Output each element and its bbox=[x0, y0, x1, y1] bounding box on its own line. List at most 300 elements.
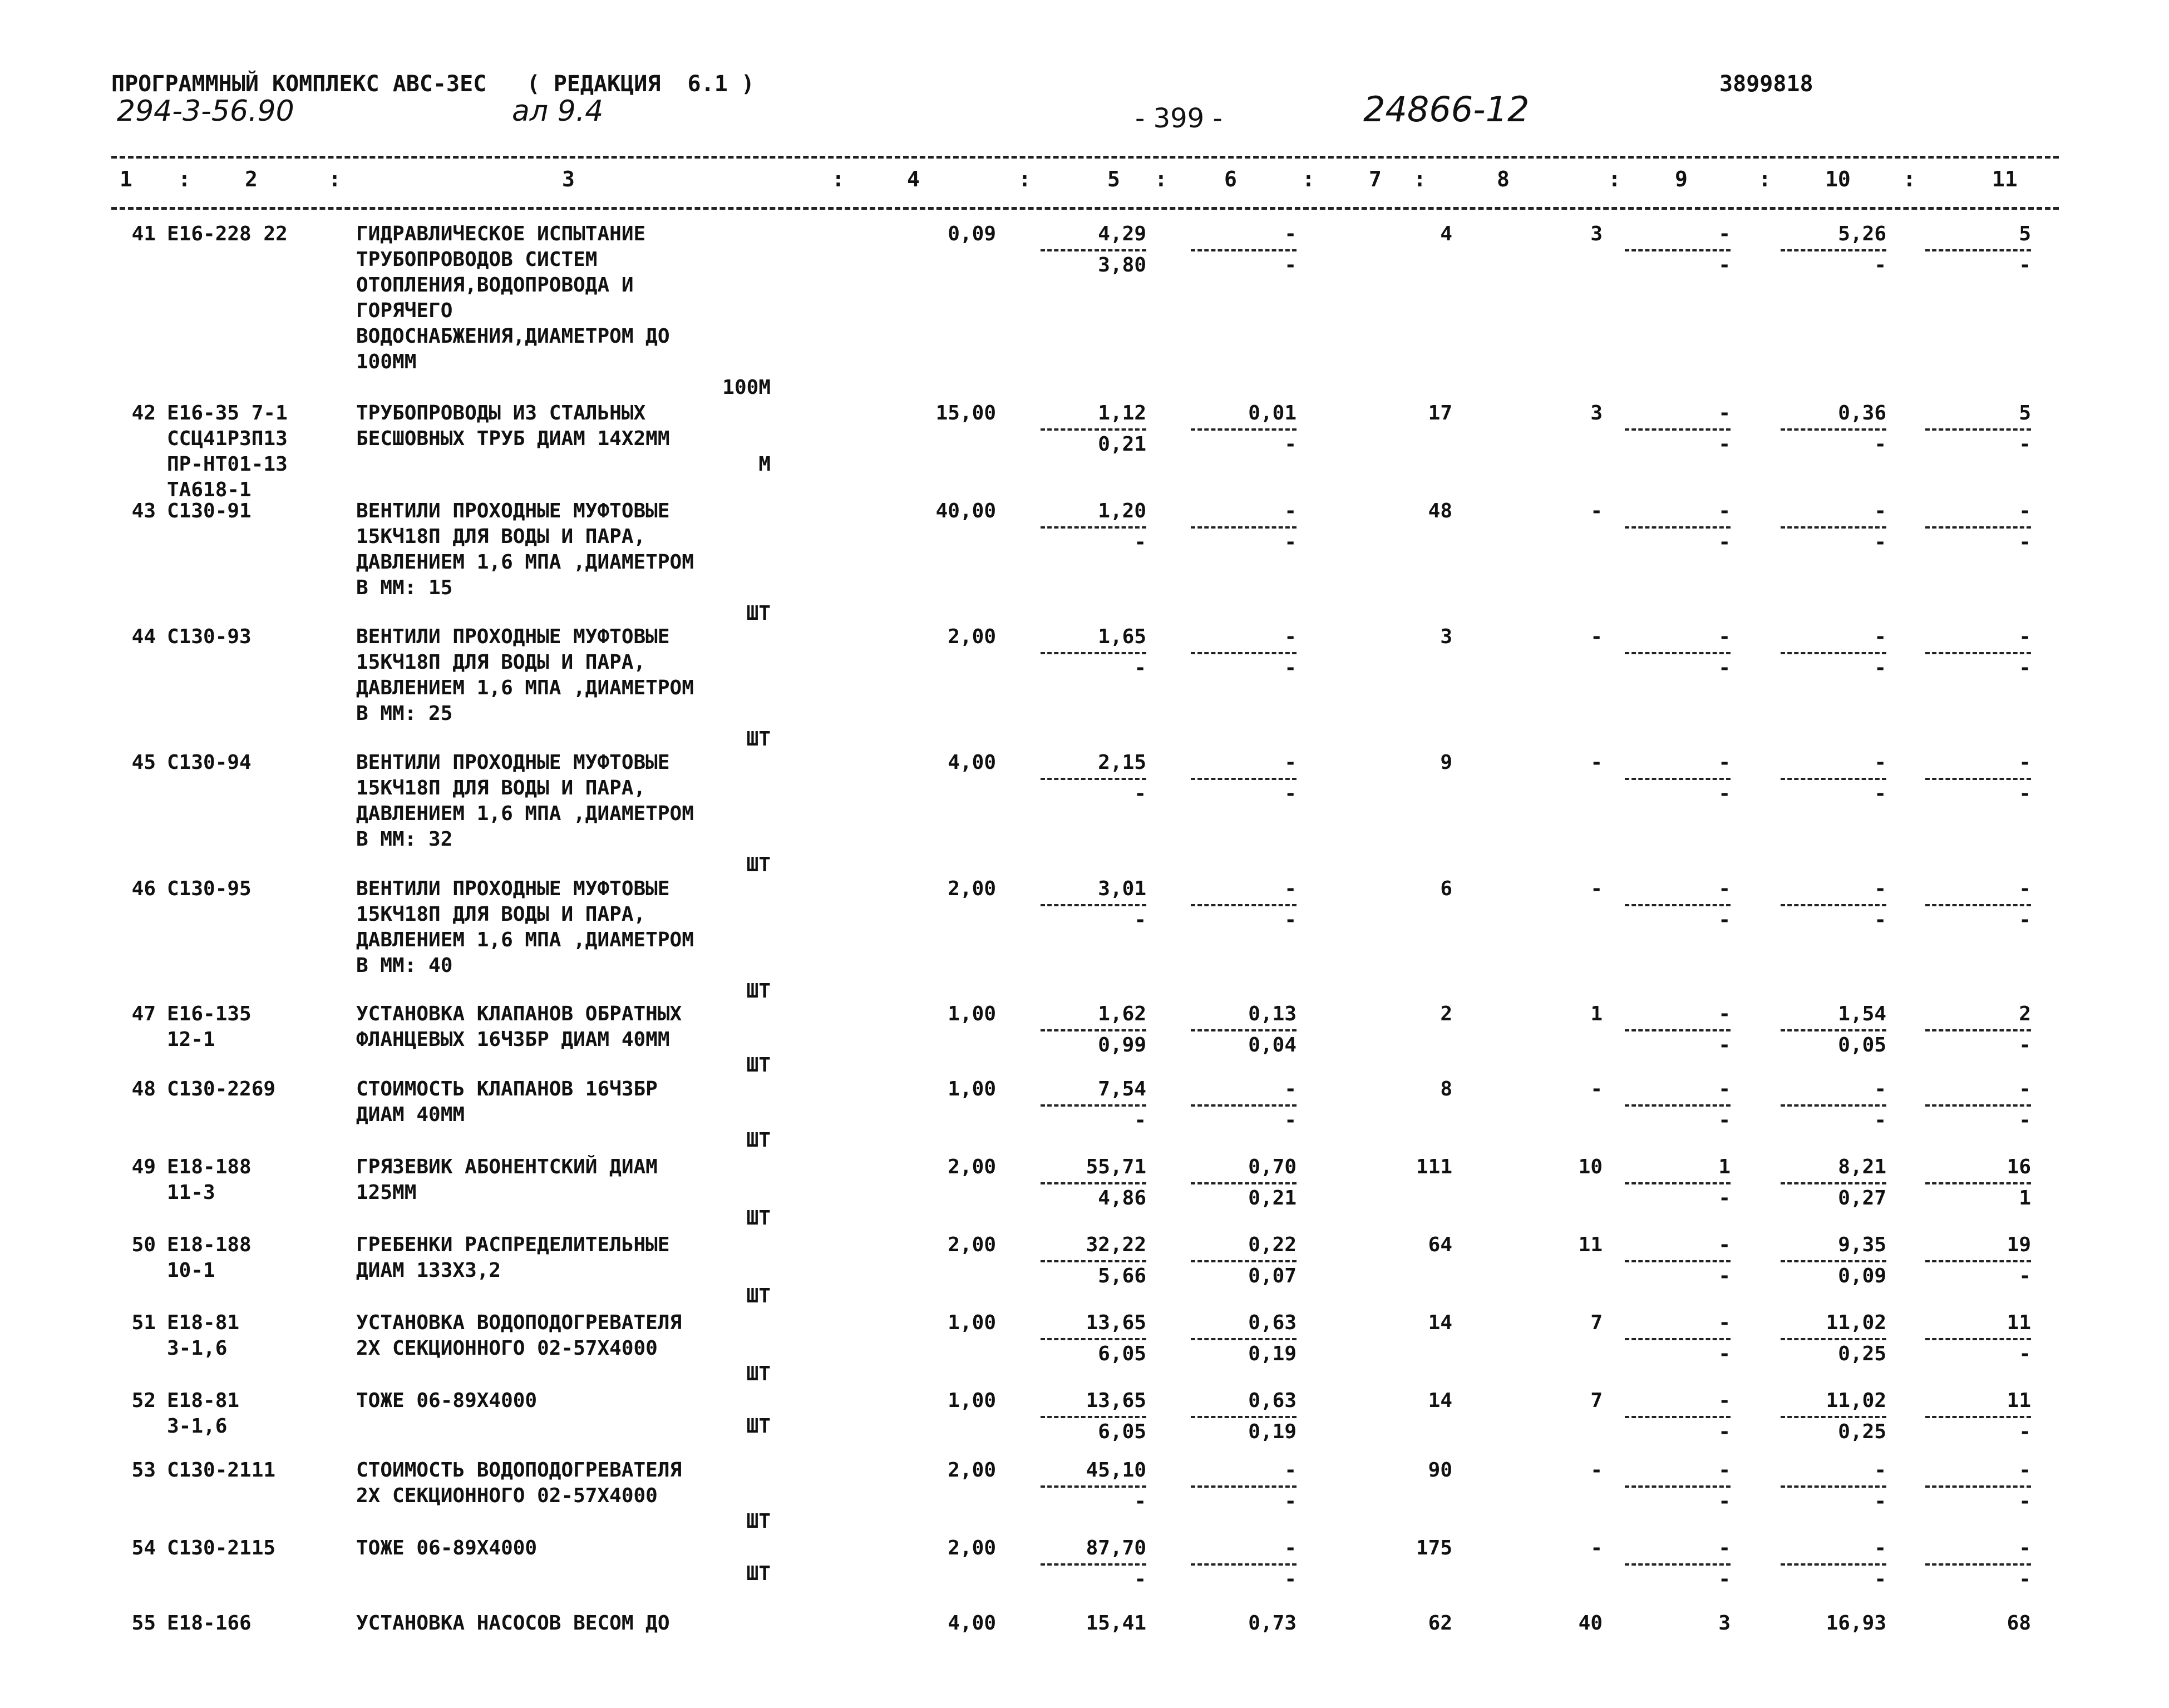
row-col6-subvalue: - bbox=[1284, 656, 1297, 679]
column-separator: : bbox=[1608, 167, 1621, 191]
row-col9-value: 1 bbox=[1718, 1156, 1731, 1178]
row-quantity: 2,00 bbox=[948, 1537, 996, 1559]
row-col9-subvalue: - bbox=[1718, 656, 1731, 679]
row-col5-subvalue: 0,21 bbox=[1098, 433, 1146, 456]
column-header-5: 5 bbox=[1107, 167, 1120, 191]
row-col6-value: 0,13 bbox=[1248, 1003, 1297, 1025]
row-col10-divider bbox=[1781, 1104, 1886, 1107]
row-col11-divider bbox=[1925, 652, 2031, 654]
row-quantity: 1,00 bbox=[948, 1311, 996, 1334]
row-col5-value: 2,15 bbox=[1098, 751, 1146, 774]
row-description: ГИДРАВЛИЧЕСКОЕ ИСПЫТАНИЕ ТРУБОПРОВОДОВ СИСТЕМ ОТОПЛЕНИЯ,ВОДОПРОВОДА И ГОРЯЧЕГО ВОДОСНАБЖЕНИЯ,ДИАМЕТРОМ ДО 100ММ bbox=[356, 223, 670, 373]
column-header-1: 1 bbox=[120, 167, 132, 191]
row-col5-divider bbox=[1041, 1563, 1146, 1566]
row-unit: 100М bbox=[722, 376, 771, 399]
row-code: С130-2269 bbox=[167, 1078, 276, 1100]
row-description: ВЕНТИЛИ ПРОХОДНЫЕ МУФТОВЫЕ 15КЧ18П ДЛЯ ВОДЫ И ПАРА, ДАВЛЕНИЕМ 1,6 МПА ,ДИАМЕТРОМ В ММ: 40 bbox=[356, 877, 694, 977]
row-col6-divider bbox=[1191, 1563, 1297, 1566]
row-code: С130-93 bbox=[167, 625, 252, 648]
column-separator: : bbox=[1413, 167, 1426, 191]
row-col10-divider bbox=[1781, 1182, 1886, 1184]
row-col10-value: 5,26 bbox=[1838, 223, 1886, 245]
row-quantity: 1,00 bbox=[948, 1003, 996, 1025]
row-col8-value: 40 bbox=[1578, 1612, 1603, 1635]
row-col10-subvalue: 0,09 bbox=[1838, 1265, 1886, 1287]
row-col10-value: - bbox=[1874, 625, 1886, 648]
row-col6-divider bbox=[1191, 904, 1297, 906]
row-quantity: 2,00 bbox=[948, 1233, 996, 1256]
row-quantity: 1,00 bbox=[948, 1078, 996, 1100]
row-number: 55 bbox=[131, 1612, 156, 1635]
row-col10-divider bbox=[1781, 778, 1886, 780]
row-col6-subvalue: - bbox=[1284, 254, 1297, 277]
row-col6-value: - bbox=[1284, 877, 1297, 900]
row-quantity: 15,00 bbox=[935, 402, 996, 424]
row-unit: ШТ bbox=[746, 1207, 771, 1230]
row-col11-subvalue: - bbox=[2019, 1490, 2031, 1513]
row-col9-subvalue: - bbox=[1718, 782, 1731, 805]
row-col6-value: - bbox=[1284, 625, 1297, 648]
row-number: 49 bbox=[131, 1156, 156, 1178]
row-col5-value: 4,29 bbox=[1098, 223, 1146, 245]
row-col7-value: 14 bbox=[1428, 1389, 1452, 1412]
row-col11-value: 5 bbox=[2019, 223, 2031, 245]
row-col7-value: 64 bbox=[1428, 1233, 1452, 1256]
row-code: С130-2111 bbox=[167, 1459, 276, 1482]
row-col5-subvalue: 5,66 bbox=[1098, 1265, 1146, 1287]
row-col10-divider bbox=[1781, 904, 1886, 906]
row-col9-divider bbox=[1625, 428, 1731, 431]
row-code: Е18-166 bbox=[167, 1612, 252, 1635]
row-col10-subvalue: 0,05 bbox=[1838, 1034, 1886, 1057]
row-quantity: 4,00 bbox=[948, 751, 996, 774]
row-col5-value: 7,54 bbox=[1098, 1078, 1146, 1100]
column-header-10: 10 bbox=[1825, 167, 1851, 191]
row-col8-value: - bbox=[1590, 1537, 1603, 1559]
row-col5-divider bbox=[1041, 1338, 1146, 1340]
row-col7-value: 90 bbox=[1428, 1459, 1452, 1482]
row-code: Е16-228 22 bbox=[167, 223, 288, 245]
row-col11-subvalue: - bbox=[2019, 782, 2031, 805]
row-col10-subvalue: - bbox=[1874, 909, 1886, 931]
column-header-7: 7 bbox=[1369, 167, 1382, 191]
row-col10-value: 0,36 bbox=[1838, 402, 1886, 424]
row-col5-value: 45,10 bbox=[1086, 1459, 1146, 1482]
column-header-2: 2 bbox=[245, 167, 258, 191]
row-col9-subvalue: - bbox=[1718, 433, 1731, 456]
row-col11-value: 2 bbox=[2019, 1003, 2031, 1025]
row-quantity: 2,00 bbox=[948, 625, 996, 648]
row-col10-divider bbox=[1781, 1029, 1886, 1031]
row-col5-value: 1,62 bbox=[1098, 1003, 1146, 1025]
row-col6-value: - bbox=[1284, 1078, 1297, 1100]
row-code: С130-91 bbox=[167, 500, 252, 522]
row-col9-divider bbox=[1625, 904, 1731, 906]
row-col11-divider bbox=[1925, 526, 2031, 529]
row-quantity: 2,00 bbox=[948, 877, 996, 900]
row-description: СТОИМОСТЬ ВОДОПОДОГРЕВАТЕЛЯ 2Х СЕКЦИОННОГО 02-57Х4000 bbox=[356, 1459, 682, 1507]
row-col9-subvalue: - bbox=[1718, 531, 1731, 554]
row-col10-value: - bbox=[1874, 1459, 1886, 1482]
row-col8-value: - bbox=[1590, 751, 1603, 774]
row-col10-divider bbox=[1781, 526, 1886, 529]
column-separator: : bbox=[1155, 167, 1167, 191]
row-col6-divider bbox=[1191, 1485, 1297, 1488]
row-unit: ШТ bbox=[746, 1129, 771, 1152]
row-col5-divider bbox=[1041, 1260, 1146, 1262]
row-col5-divider bbox=[1041, 1485, 1146, 1488]
row-col9-value: - bbox=[1718, 402, 1731, 424]
row-col10-subvalue: - bbox=[1874, 531, 1886, 554]
row-col6-subvalue: 0,21 bbox=[1248, 1187, 1297, 1210]
row-col10-subvalue: - bbox=[1874, 1109, 1886, 1132]
row-col5-subvalue: - bbox=[1134, 782, 1146, 805]
row-col11-value: 19 bbox=[2007, 1233, 2031, 1256]
column-separator: : bbox=[832, 167, 845, 191]
row-col9-divider bbox=[1625, 249, 1731, 251]
row-col11-value: 5 bbox=[2019, 402, 2031, 424]
row-col10-subvalue: - bbox=[1874, 254, 1886, 277]
row-number: 42 bbox=[131, 402, 156, 424]
row-col6-subvalue: - bbox=[1284, 1568, 1297, 1591]
row-col5-subvalue: 3,80 bbox=[1098, 254, 1146, 277]
row-col10-subvalue: - bbox=[1874, 656, 1886, 679]
row-col6-value: - bbox=[1284, 500, 1297, 522]
row-col6-subvalue: 0,07 bbox=[1248, 1265, 1297, 1287]
row-description: ГРЕБЕНКИ РАСПРЕДЕЛИТЕЛЬНЫЕ ДИАМ 133Х3,2 bbox=[356, 1233, 670, 1282]
row-col9-value: 3 bbox=[1718, 1612, 1731, 1635]
column-separator: : bbox=[1018, 167, 1031, 191]
row-col6-subvalue: 0,04 bbox=[1248, 1034, 1297, 1057]
row-code: С130-94 bbox=[167, 751, 252, 774]
row-code: Е16-135 12-1 bbox=[167, 1003, 252, 1051]
row-col10-divider bbox=[1781, 1485, 1886, 1488]
row-col9-subvalue: - bbox=[1718, 1490, 1731, 1513]
row-description: УСТАНОВКА КЛАПАНОВ ОБРАТНЫХ ФЛАНЦЕВЫХ 16Ч3БР ДИАМ 40ММ bbox=[356, 1003, 682, 1051]
row-unit: ШТ bbox=[746, 728, 771, 751]
column-header-11: 11 bbox=[1992, 167, 2018, 191]
column-separator: : bbox=[1302, 167, 1315, 191]
row-code: Е18-81 3-1,6 bbox=[167, 1311, 240, 1360]
column-header-3: 3 bbox=[562, 167, 575, 191]
row-col11-value: - bbox=[2019, 1078, 2031, 1100]
row-number: 45 bbox=[131, 751, 156, 774]
row-col6-value: - bbox=[1284, 1459, 1297, 1482]
row-col9-subvalue: - bbox=[1718, 1034, 1731, 1057]
row-col8-value: 7 bbox=[1590, 1389, 1603, 1412]
row-col11-divider bbox=[1925, 1338, 2031, 1340]
project-number: 24866-12 bbox=[1363, 89, 1530, 130]
row-number: 50 bbox=[131, 1233, 156, 1256]
row-col10-value: 8,21 bbox=[1838, 1156, 1886, 1178]
row-col9-value: - bbox=[1718, 1459, 1731, 1482]
row-col7-value: 8 bbox=[1440, 1078, 1452, 1100]
row-col5-divider bbox=[1041, 904, 1146, 906]
row-col7-value: 3 bbox=[1440, 625, 1452, 648]
row-col5-subvalue: - bbox=[1134, 1490, 1146, 1513]
row-col8-value: 7 bbox=[1590, 1311, 1603, 1334]
row-col10-divider bbox=[1781, 249, 1886, 251]
row-col5-value: 13,65 bbox=[1086, 1311, 1146, 1334]
row-col10-subvalue: 0,25 bbox=[1838, 1342, 1886, 1365]
row-description: ТРУБОПРОВОДЫ ИЗ СТАЛЬНЫХ БЕСШОВНЫХ ТРУБ ДИАМ 14Х2ММ bbox=[356, 402, 670, 450]
row-col10-value: 11,02 bbox=[1826, 1389, 1886, 1412]
row-col10-value: - bbox=[1874, 877, 1886, 900]
row-col11-value: - bbox=[2019, 1459, 2031, 1482]
row-col11-value: 68 bbox=[2007, 1612, 2031, 1635]
page-number: - 399 - bbox=[1135, 103, 1222, 134]
row-col8-value: - bbox=[1590, 877, 1603, 900]
row-code: С130-2115 bbox=[167, 1537, 276, 1559]
row-col5-divider bbox=[1041, 1104, 1146, 1107]
row-col6-divider bbox=[1191, 428, 1297, 431]
row-col11-divider bbox=[1925, 1260, 2031, 1262]
row-number: 47 bbox=[131, 1003, 156, 1025]
row-col10-value: 11,02 bbox=[1826, 1311, 1886, 1334]
row-col5-divider bbox=[1041, 652, 1146, 654]
row-quantity: 1,00 bbox=[948, 1389, 996, 1412]
row-number: 54 bbox=[131, 1537, 156, 1559]
row-col11-divider bbox=[1925, 904, 2031, 906]
row-code: С130-95 bbox=[167, 877, 252, 900]
row-col9-divider bbox=[1625, 526, 1731, 529]
row-col11-subvalue: - bbox=[2019, 1109, 2031, 1132]
row-col9-divider bbox=[1625, 1029, 1731, 1031]
row-col5-value: 15,41 bbox=[1086, 1612, 1146, 1635]
row-col6-value: - bbox=[1284, 1537, 1297, 1559]
row-col7-value: 4 bbox=[1440, 223, 1452, 245]
row-col9-subvalue: - bbox=[1718, 1342, 1731, 1365]
row-col6-value: 0,01 bbox=[1248, 402, 1297, 424]
row-description: ТОЖЕ 06-89Х4000 bbox=[356, 1537, 538, 1559]
row-col5-divider bbox=[1041, 428, 1146, 431]
row-col11-subvalue: 1 bbox=[2019, 1187, 2031, 1210]
row-col11-subvalue: - bbox=[2019, 433, 2031, 456]
row-col9-divider bbox=[1625, 1485, 1731, 1488]
row-col8-value: - bbox=[1590, 1078, 1603, 1100]
row-col8-value: 3 bbox=[1590, 223, 1603, 245]
row-col9-divider bbox=[1625, 778, 1731, 780]
row-col5-divider bbox=[1041, 249, 1146, 251]
row-col9-divider bbox=[1625, 1563, 1731, 1566]
row-col7-value: 48 bbox=[1428, 500, 1452, 522]
row-col8-value: 1 bbox=[1590, 1003, 1603, 1025]
row-col11-value: - bbox=[2019, 751, 2031, 774]
row-col11-subvalue: - bbox=[2019, 909, 2031, 931]
row-col9-divider bbox=[1625, 652, 1731, 654]
row-col11-value: 11 bbox=[2007, 1311, 2031, 1334]
row-col5-subvalue: 6,05 bbox=[1098, 1342, 1146, 1365]
row-col11-divider bbox=[1925, 1104, 2031, 1107]
row-col9-divider bbox=[1625, 1260, 1731, 1262]
row-quantity: 0,09 bbox=[948, 223, 996, 245]
row-description: ВЕНТИЛИ ПРОХОДНЫЕ МУФТОВЫЕ 15КЧ18П ДЛЯ ВОДЫ И ПАРА, ДАВЛЕНИЕМ 1,6 МПА ,ДИАМЕТРОМ В ММ: 25 bbox=[356, 625, 694, 725]
row-col9-value: - bbox=[1718, 1078, 1731, 1100]
row-col5-value: 1,20 bbox=[1098, 500, 1146, 522]
row-col9-value: - bbox=[1718, 625, 1731, 648]
row-col6-divider bbox=[1191, 778, 1297, 780]
column-separator: : bbox=[1903, 167, 1916, 191]
row-col5-value: 32,22 bbox=[1086, 1233, 1146, 1256]
row-col5-divider bbox=[1041, 1182, 1146, 1184]
row-col10-subvalue: - bbox=[1874, 433, 1886, 456]
row-col11-subvalue: - bbox=[2019, 1034, 2031, 1057]
header-rule-top bbox=[111, 156, 2059, 159]
row-col10-subvalue: 0,25 bbox=[1838, 1420, 1886, 1443]
row-col5-subvalue: - bbox=[1134, 1568, 1146, 1591]
row-unit: ШТ bbox=[746, 1510, 771, 1533]
row-col10-divider bbox=[1781, 1563, 1886, 1566]
row-unit: ШТ bbox=[746, 853, 771, 876]
print-code: 3899818 bbox=[1719, 71, 1813, 97]
row-col5-divider bbox=[1041, 1029, 1146, 1031]
row-col9-value: - bbox=[1718, 1389, 1731, 1412]
row-unit: ШТ bbox=[746, 602, 771, 625]
row-col9-subvalue: - bbox=[1718, 254, 1731, 277]
header-rule-bottom bbox=[111, 207, 2059, 210]
row-col11-value: - bbox=[2019, 500, 2031, 522]
row-unit: ШТ bbox=[746, 1054, 771, 1077]
row-col11-divider bbox=[1925, 249, 2031, 251]
row-col6-value: 0,63 bbox=[1248, 1311, 1297, 1334]
row-col11-subvalue: - bbox=[2019, 531, 2031, 554]
column-separator: : bbox=[1758, 167, 1771, 191]
row-col7-value: 6 bbox=[1440, 877, 1452, 900]
row-col5-divider bbox=[1041, 526, 1146, 529]
row-col10-value: - bbox=[1874, 500, 1886, 522]
row-description: ТОЖЕ 06-89Х4000 bbox=[356, 1389, 538, 1412]
row-col5-divider bbox=[1041, 778, 1146, 780]
row-unit: ШТ bbox=[746, 980, 771, 1003]
row-col9-value: - bbox=[1718, 500, 1731, 522]
row-number: 43 bbox=[131, 500, 156, 522]
row-col10-value: - bbox=[1874, 1537, 1886, 1559]
row-col10-divider bbox=[1781, 652, 1886, 654]
row-col6-divider bbox=[1191, 1338, 1297, 1340]
row-code: Е18-188 10-1 bbox=[167, 1233, 252, 1282]
row-col5-subvalue: - bbox=[1134, 656, 1146, 679]
program-title: ПРОГРАММНЫЙ КОМПЛЕКС АВС-3ЕС ( РЕДАКЦИЯ 6.1 ) bbox=[111, 71, 755, 97]
row-col6-subvalue: 0,19 bbox=[1248, 1420, 1297, 1443]
row-col6-subvalue: - bbox=[1284, 433, 1297, 456]
row-col6-subvalue: - bbox=[1284, 782, 1297, 805]
row-col7-value: 111 bbox=[1416, 1156, 1452, 1178]
row-unit: ШТ bbox=[746, 1562, 771, 1585]
row-code: Е16-35 7-1 ССЦ41Р3П13 ПР-НТ01-13 ТА618-1 bbox=[167, 402, 288, 501]
row-unit: М bbox=[758, 453, 771, 476]
row-col11-value: - bbox=[2019, 877, 2031, 900]
row-col11-subvalue: - bbox=[2019, 656, 2031, 679]
row-col7-value: 9 bbox=[1440, 751, 1452, 774]
row-col9-subvalue: - bbox=[1718, 1265, 1731, 1287]
row-col11-divider bbox=[1925, 1416, 2031, 1418]
row-col9-subvalue: - bbox=[1718, 1187, 1731, 1210]
row-col10-divider bbox=[1781, 1416, 1886, 1418]
row-col6-divider bbox=[1191, 652, 1297, 654]
row-quantity: 40,00 bbox=[935, 500, 996, 522]
row-col9-value: - bbox=[1718, 1003, 1731, 1025]
row-col9-subvalue: - bbox=[1718, 1420, 1731, 1443]
row-col9-value: - bbox=[1718, 1311, 1731, 1334]
row-col6-value: - bbox=[1284, 751, 1297, 774]
row-col11-divider bbox=[1925, 428, 2031, 431]
row-col10-subvalue: - bbox=[1874, 782, 1886, 805]
row-col7-value: 14 bbox=[1428, 1311, 1452, 1334]
row-unit: ШТ bbox=[746, 1415, 771, 1438]
row-col5-subvalue: - bbox=[1134, 1109, 1146, 1132]
row-col6-divider bbox=[1191, 1416, 1297, 1418]
row-col11-subvalue: - bbox=[2019, 1420, 2031, 1443]
row-col10-divider bbox=[1781, 1338, 1886, 1340]
row-col11-subvalue: - bbox=[2019, 254, 2031, 277]
row-col10-value: 16,93 bbox=[1826, 1612, 1886, 1635]
row-col10-subvalue: - bbox=[1874, 1490, 1886, 1513]
row-col11-divider bbox=[1925, 1485, 2031, 1488]
row-col9-value: - bbox=[1718, 1537, 1731, 1559]
row-col9-divider bbox=[1625, 1338, 1731, 1340]
row-col7-value: 62 bbox=[1428, 1612, 1452, 1635]
row-col5-divider bbox=[1041, 1416, 1146, 1418]
row-col7-value: 175 bbox=[1416, 1537, 1452, 1559]
row-col6-divider bbox=[1191, 526, 1297, 529]
row-col10-divider bbox=[1781, 428, 1886, 431]
row-col6-divider bbox=[1191, 249, 1297, 251]
row-col11-subvalue: - bbox=[2019, 1568, 2031, 1591]
row-col9-subvalue: - bbox=[1718, 1568, 1731, 1591]
row-col10-subvalue: - bbox=[1874, 1568, 1886, 1591]
row-col6-subvalue: - bbox=[1284, 1109, 1297, 1132]
row-col9-value: - bbox=[1718, 877, 1731, 900]
row-number: 44 bbox=[131, 625, 156, 648]
row-col5-value: 87,70 bbox=[1086, 1537, 1146, 1559]
row-col9-value: - bbox=[1718, 223, 1731, 245]
row-description: ВЕНТИЛИ ПРОХОДНЫЕ МУФТОВЫЕ 15КЧ18П ДЛЯ ВОДЫ И ПАРА, ДАВЛЕНИЕМ 1,6 МПА ,ДИАМЕТРОМ В ММ: 32 bbox=[356, 751, 694, 851]
row-col7-value: 17 bbox=[1428, 402, 1452, 424]
row-col9-divider bbox=[1625, 1104, 1731, 1107]
row-col6-divider bbox=[1191, 1029, 1297, 1031]
row-col9-divider bbox=[1625, 1416, 1731, 1418]
row-description: СТОИМОСТЬ КЛАПАНОВ 16Ч3БР ДИАМ 40ММ bbox=[356, 1078, 658, 1126]
row-col11-value: - bbox=[2019, 625, 2031, 648]
row-col6-subvalue: - bbox=[1284, 1490, 1297, 1513]
doc-code: 294-3-56.90 bbox=[117, 95, 294, 128]
row-col6-subvalue: - bbox=[1284, 531, 1297, 554]
row-description: УСТАНОВКА НАСОСОВ ВЕСОМ ДО bbox=[356, 1612, 670, 1635]
row-col10-divider bbox=[1781, 1260, 1886, 1262]
row-description: УСТАНОВКА ВОДОПОДОГРЕВАТЕЛЯ 2Х СЕКЦИОННОГО 02-57Х4000 bbox=[356, 1311, 682, 1360]
row-quantity: 2,00 bbox=[948, 1156, 996, 1178]
row-number: 53 bbox=[131, 1459, 156, 1482]
row-quantity: 2,00 bbox=[948, 1459, 996, 1482]
row-col11-value: 16 bbox=[2007, 1156, 2031, 1178]
row-col9-subvalue: - bbox=[1718, 1109, 1731, 1132]
row-col8-value: - bbox=[1590, 500, 1603, 522]
row-number: 41 bbox=[131, 223, 156, 245]
row-col6-subvalue: 0,19 bbox=[1248, 1342, 1297, 1365]
row-number: 51 bbox=[131, 1311, 156, 1334]
row-number: 52 bbox=[131, 1389, 156, 1412]
row-col10-value: 1,54 bbox=[1838, 1003, 1886, 1025]
row-col5-subvalue: 6,05 bbox=[1098, 1420, 1146, 1443]
row-col6-value: 0,22 bbox=[1248, 1233, 1297, 1256]
row-col5-subvalue: 4,86 bbox=[1098, 1187, 1146, 1210]
row-col8-value: 11 bbox=[1578, 1233, 1603, 1256]
row-col5-value: 13,65 bbox=[1086, 1389, 1146, 1412]
row-col6-divider bbox=[1191, 1260, 1297, 1262]
row-col11-divider bbox=[1925, 778, 2031, 780]
row-col9-value: - bbox=[1718, 751, 1731, 774]
row-unit: ШТ bbox=[746, 1363, 771, 1385]
